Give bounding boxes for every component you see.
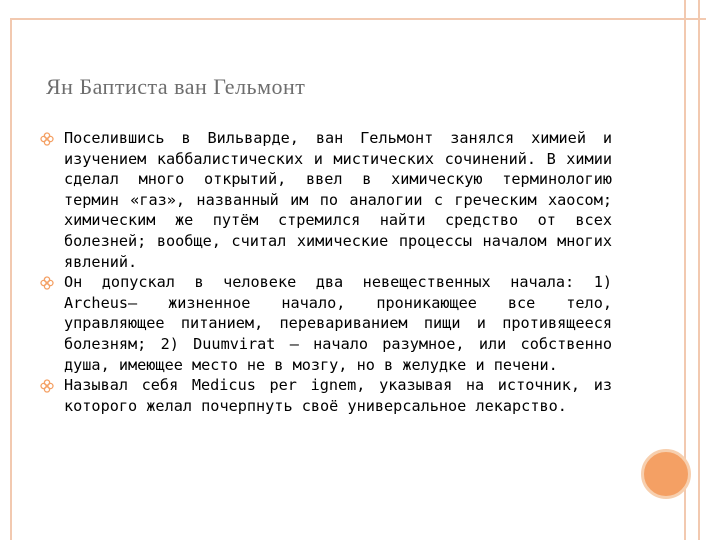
bullet-list [40, 128, 612, 416]
frame-line-right-outer [698, 0, 700, 540]
bullet-text: Называл себя Medicus per ignem, указывая на источник, из которого желал почерпнуть своё универсальное лекарство. [64, 376, 612, 415]
frame-line-left [10, 18, 12, 540]
flower-bullet-icon [40, 276, 54, 290]
slide-title: Ян Баптиста ван Гельмонт [46, 74, 306, 99]
bullet-item [40, 128, 612, 272]
bullet-item [40, 272, 612, 375]
bullet-text: Он допускал в человеке два невещественных начала: 1) Archeus— жизненное начало, проникающее все тело, управляющее питанием, перевариванием пищи и противящееся болезням; 2) Duumvirat — начало разумное, или собственно душа, имеющее место не в мозгу, но в желудке и печени. [64, 273, 612, 374]
flower-bullet-icon [40, 379, 54, 393]
frame-line-top [10, 18, 706, 20]
bullet-item [40, 375, 612, 416]
bullet-text: Поселившись в Вильварде, ван Гельмонт занялся химией и изучением каббалистических и мистических сочинений. В химии сделал много открытий, ввел в химическую терминологию термин «газ», названный им по аналогии с греческим хаосом; химическим же путём стремился найти средство от всех болезней; вообще, считал химические процессы началом многих явлений. [64, 129, 612, 271]
flower-bullet-icon [40, 132, 54, 146]
decorative-orange-circle [641, 449, 691, 499]
